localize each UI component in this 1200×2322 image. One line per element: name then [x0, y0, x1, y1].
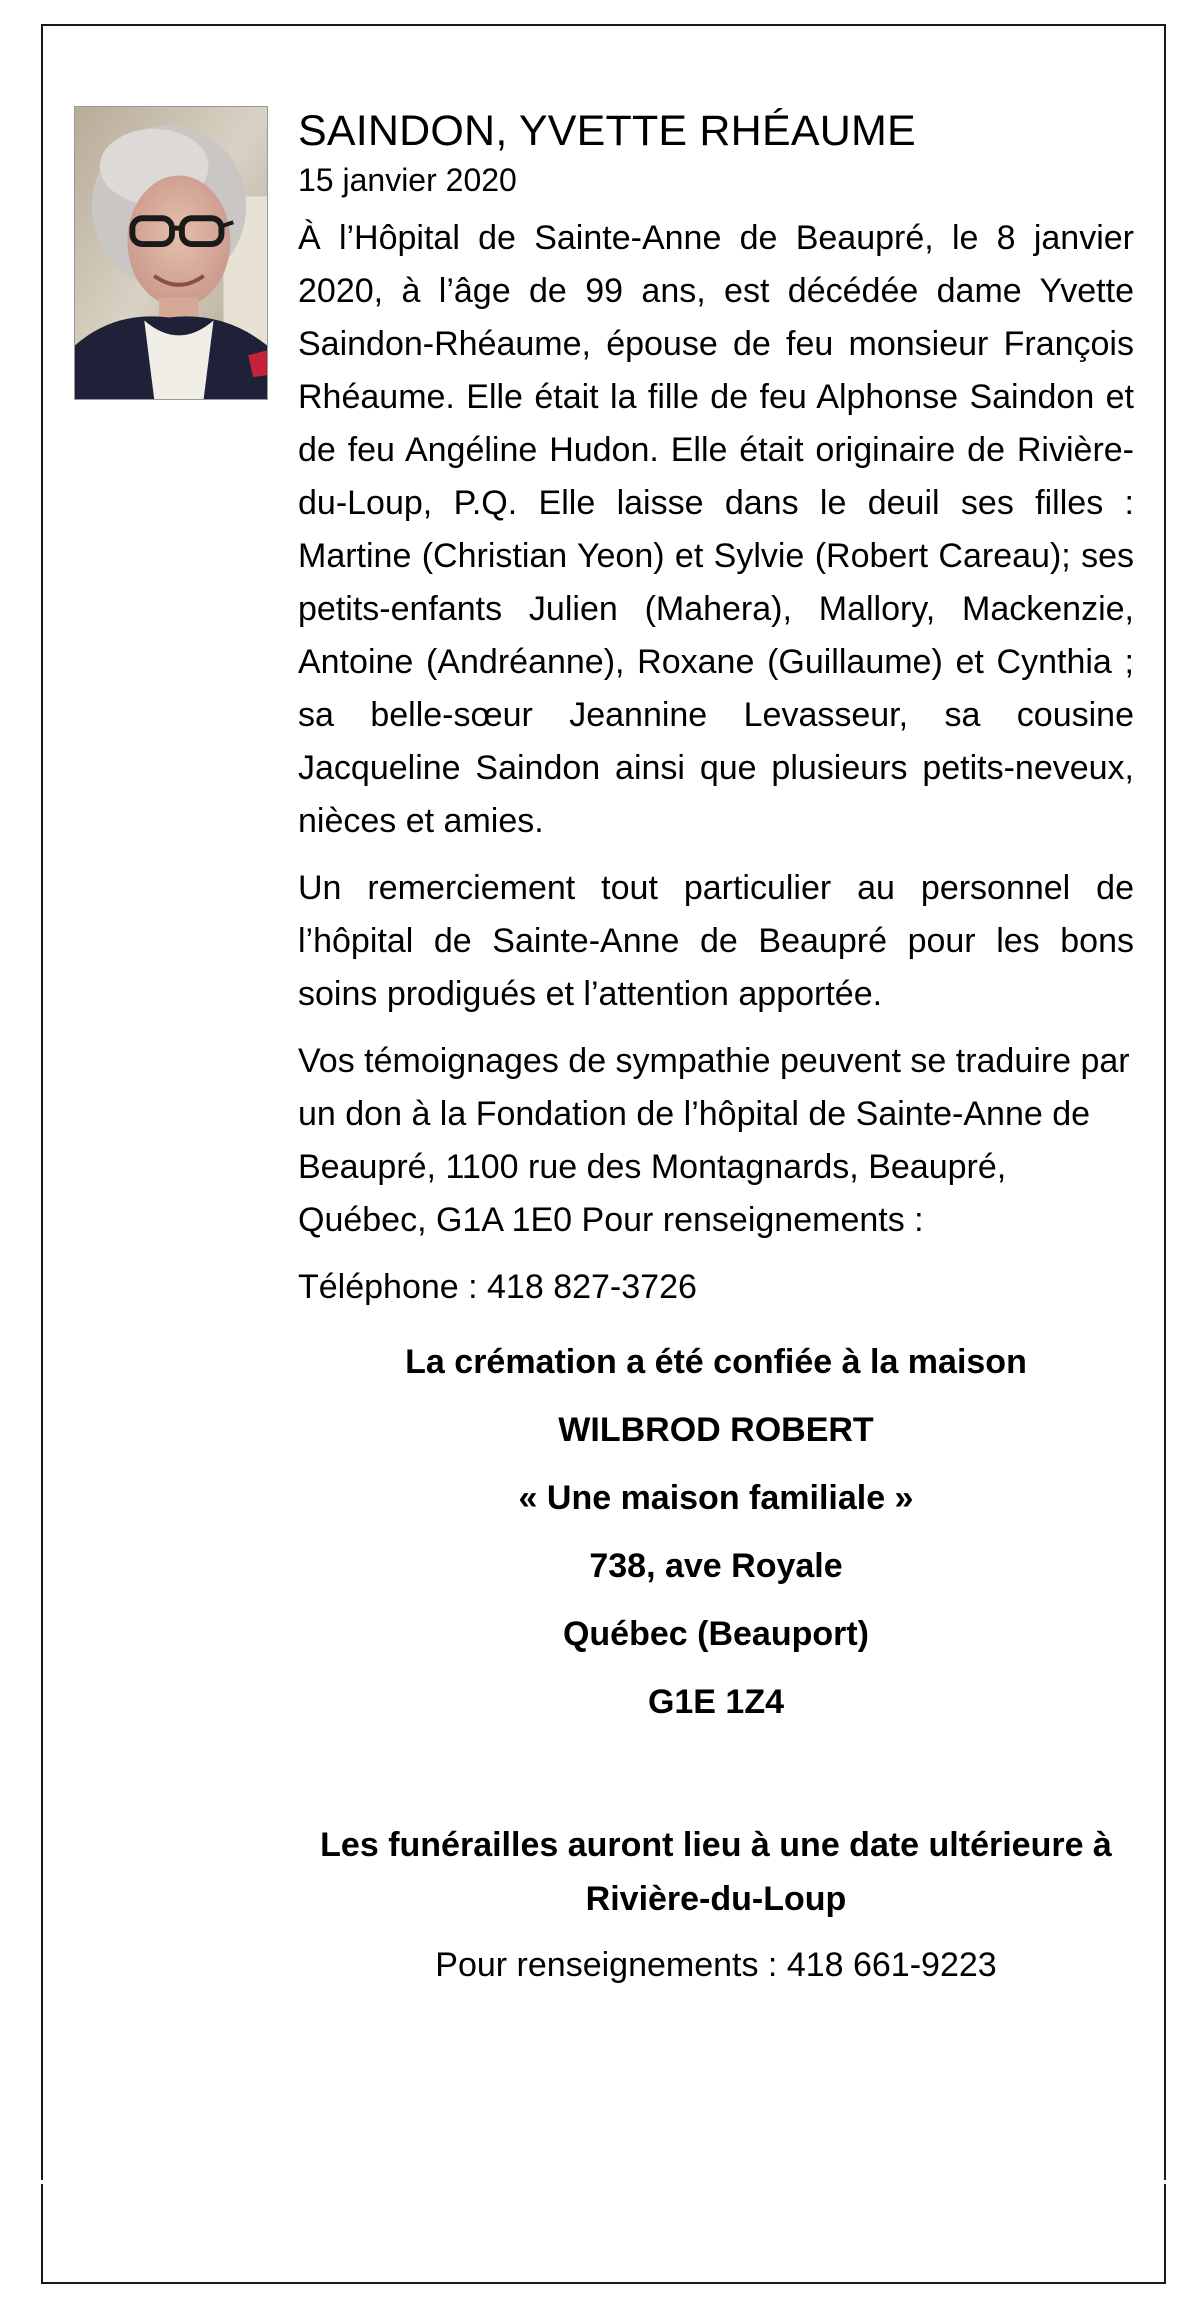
notice-date: 15 janvier 2020: [298, 162, 517, 198]
funeral-home-name: WILBROD ROBERT: [558, 1411, 874, 1449]
funeral-home-street: 738, ave Royale: [589, 1547, 843, 1585]
portrait-photo: [74, 106, 268, 400]
funeral-home-city: Québec (Beauport): [562, 1615, 870, 1653]
thanks-paragraph: Un remerciement tout particulier au personnel de l’hôpital de Sainte-Anne de Beaupré pour les bons soins prodigués et l’attention apportée.: [298, 869, 1134, 1013]
donation-paragraph: Vos témoignages de sympathie peuvent se traduire par un don à la Fondation de l’hôpital de Sainte-Anne de Beaupré, 1100 rue des Montagnards, Beaupré, Québec, G1A 1E0 Pour renseignements :: [298, 1042, 1130, 1239]
funeral-home-postal: G1E 1Z4: [647, 1683, 785, 1721]
contact-info: Pour renseignements : 418 661-9223: [435, 1946, 997, 1984]
donation-phone: Téléphone : 418 827-3726: [298, 1268, 697, 1306]
funeral-home-slogan: « Une maison familiale »: [518, 1479, 914, 1517]
notice-content: [298, 102, 1134, 1992]
deceased-name: SAINDON, YVETTE RHÉAUME: [298, 107, 916, 155]
funeral-home-block: [298, 1328, 1134, 1736]
funeral-info: Les funérailles auront lieu à une date ultérieure à Rivière-du-Loup: [320, 1826, 1112, 1918]
portrait-icon: [75, 107, 267, 399]
funeral-home-intro: La crémation a été confiée à la maison: [405, 1343, 1027, 1381]
obituary-paragraph: À l’Hôpital de Sainte-Anne de Beaupré, le 8 janvier 2020, à l’âge de 99 ans, est décédée dame Yvette Saindon-Rhéaume, épouse de feu monsieur François Rhéaume. Elle était la fille de feu Alphonse Saindon et de feu Angéline Hudon. Elle était originaire de Rivière-du-Loup, P.Q. Elle laisse dans le deuil ses filles : Martine (Christian Yeon) et Sylvie (Robert Careau); ses petits-enfants Julien (Mahera), Mallory, Mackenzie, Antoine (Andréanne), Roxane (Guillaume) et Cynthia ; sa belle-sœur Jeannine Levasseur, sa cousine Jacqueline Saindon ainsi que plusieurs petits-neveux, nièces et amies.: [298, 219, 1134, 840]
frame-gap: [41, 2180, 1166, 2184]
